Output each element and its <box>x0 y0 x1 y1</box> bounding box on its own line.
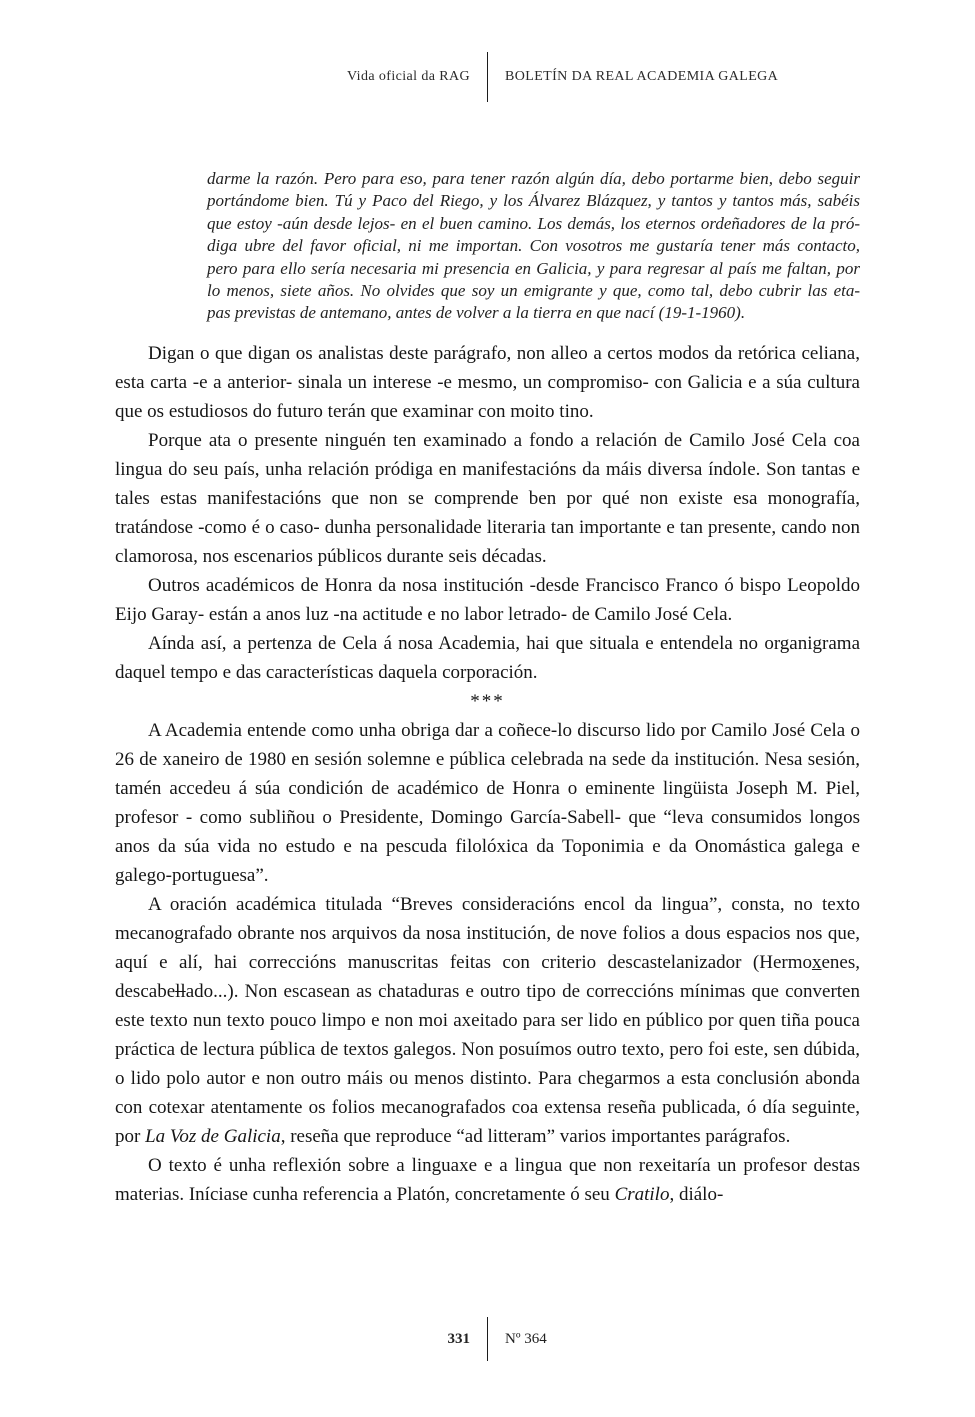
underlined-text: x <box>811 951 822 973</box>
body-paragraphs <box>115 339 860 1209</box>
quote-line: que estoy -aún desde lejos- en el buen camino. Los demás, los eternos ordeñadores de la pró- <box>207 213 860 233</box>
quote-line: pero para ello sería necesaria mi presencia en Galicia, y para regresar al país me faltan, por <box>207 258 860 278</box>
quote-line: diga ubre del favor oficial, ni me importan. Con vosotros me gustaría tener más contacto, <box>207 236 860 256</box>
header-section-title: Vida oficial da RAG <box>346 69 470 84</box>
text-run: Outros académicos de Honra da nosa institución -desde Francisco Franco ó bispo Leopoldo Eijo Garay- están a anos luz -na actitude e no labor letrado- de Camilo José Cela. <box>115 574 860 625</box>
footer-issue-number: Nº 364 <box>505 1330 547 1347</box>
quote-line: darme la razón. Pero para eso, para tener razón algún día, debo portarme bien, debo seguir <box>207 169 860 188</box>
text-run: ado...). Non escasean as chataduras e outro tipo de correccións mínimas que converten este texto nun texto pouco limpo e non moi axeitado para ser lido en público por quen tiña pouca práctica de lectura pública de textos galegos. Non posuímos outro texto, pero foi este, sen dúbida, o lido polo autor e non outro máis ou menos distinto. Para chegarmos a esta conclusión abonda con cotexar atentamente os folios mecanografados coa extensa reseña publicada, ó día seguinte, por <box>115 980 860 1147</box>
text-run: A oración académica titulada “Breves consideracións encol da lingua”, consta, no texto mecanografado obrante nos arquivos da nosa institución, de nove folios a dous espacios nos que, aquí e alí, hai correccións manuscritas feitas con criterio descastelanizador (Hermo <box>115 893 860 973</box>
text-run: *** <box>470 690 505 712</box>
text-run: O texto é unha reflexión sobre a linguaxe e a lingua que non rexeitaría un profesor destas materias. Iníciase cunha referencia a Platón, concretamente ó seu <box>115 1154 860 1205</box>
paragraph <box>115 716 860 890</box>
quote-block <box>207 168 860 325</box>
struck-text: ll <box>175 980 186 1002</box>
quote-line: lo menos, siete años. No olvides que soy un emigrante y que, como tal, debo cubrir las eta- <box>207 281 860 301</box>
header-journal-title: BOLETÍN DA REAL ACADEMIA GALEGA <box>505 69 779 84</box>
italic-text: Cratilo <box>614 1183 670 1205</box>
paragraph <box>115 426 860 571</box>
text-run: Porque ata o presente ninguén ten examinado a fondo a relación de Camilo José Cela coa lingua do seu país, unha relación pródiga en manifestacións da máis diversa índole. Son tantas e tales estas manifestacións que non se comprende ben por qué non existe esa monografía, tratándose -como é o caso- dunha personalidade literaria tan importante e tan presente, cando non clamorosa, nos escenarios públicos durante seis décadas. <box>115 429 860 567</box>
running-header <box>0 0 975 102</box>
quote-line: portándome bien. Tú y Paco del Riego, y los Álvarez Blázquez, y tantos y tantos más, sabéis <box>207 191 860 211</box>
text-run: , reseña que reproduce “ad litteram” varios importantes parágrafos. <box>280 1125 791 1147</box>
page-footer <box>0 1316 975 1362</box>
paragraph <box>115 571 860 629</box>
section-separator <box>115 687 860 716</box>
text-run: enes, descabe <box>115 951 860 1002</box>
footer-page-number: 331 <box>447 1330 470 1347</box>
paragraph <box>115 629 860 687</box>
text-run: , diálo- <box>669 1183 724 1205</box>
quote-line: pas previstas de antemano, antes de volver a la tierra en que nací (19-1-1960). <box>207 303 746 323</box>
paragraph <box>115 339 860 426</box>
text-run: A Academia entende como unha obriga dar a coñece-lo discurso lido por Camilo José Cela o 26 de xaneiro de 1980 en sesión solemne e pública celebrada na sede da institución. Nesa sesión, tamén accedeu á súa condición de académico de Honra o eminente lingüista Joseph M. Piel, profesor - como subliñou o Presidente, Domingo García-Sabell- que “leva consumidos longos anos da súa vida no estudo e na pescuda filolóxica da Toponimia e da Onomástica galega e galego-portuguesa”. <box>115 719 860 886</box>
italic-text: La Voz de Galicia <box>145 1125 281 1147</box>
paragraph <box>115 890 860 1151</box>
text-run: Aínda así, a pertenza de Cela á nosa Academia, hai que situala e entendela no organigrama daquel tempo e das características daquela corporación. <box>115 632 860 683</box>
paragraph <box>115 1151 860 1209</box>
text-run: Digan o que digan os analistas deste parágrafo, non alleo a certos modos da retórica celiana, esta carta -e a anterior- sinala un interese -e mesmo, un compromiso- con Galicia e a súa cultura que os estudiosos do futuro terán que examinar con moito tino. <box>115 342 860 422</box>
